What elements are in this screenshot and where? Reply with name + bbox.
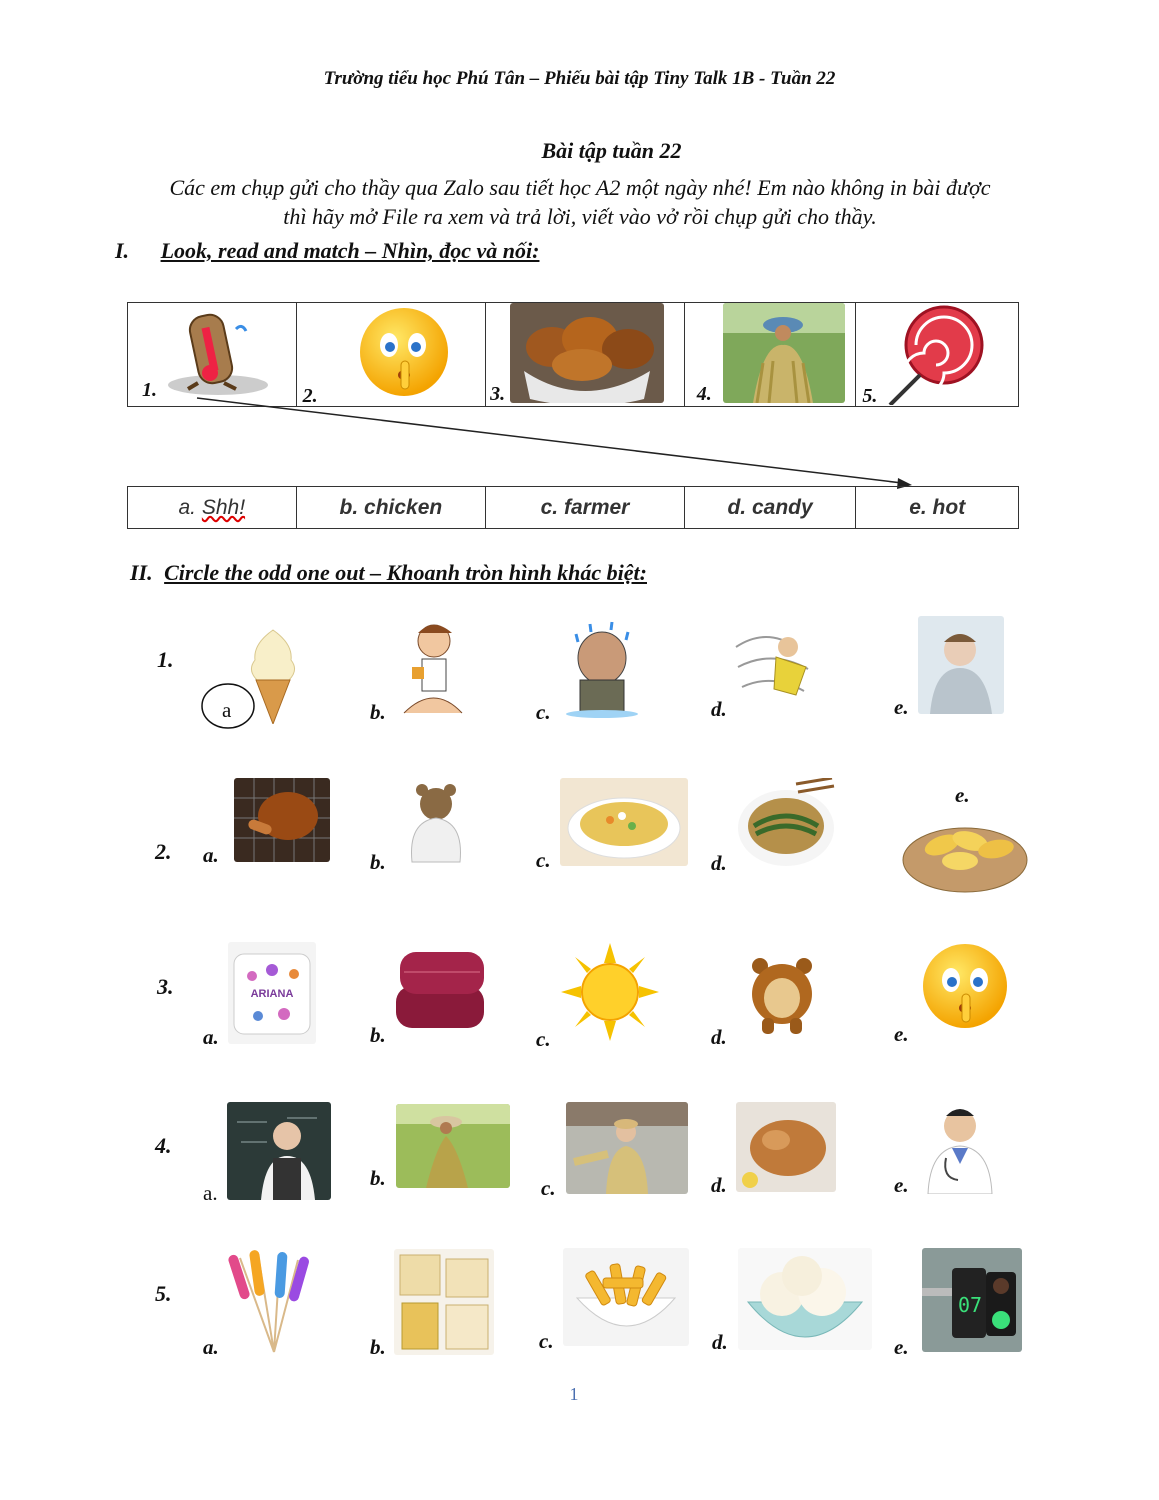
match-picture-number-3: 3. <box>490 383 506 405</box>
section-2-title: Circle the odd one out – Khoanh tròn hình khác biệt: <box>164 560 647 585</box>
match-picture-number-5: 5. <box>862 385 878 407</box>
pillow-icon <box>228 942 316 1044</box>
instruction-line-1: Các em chụp gửi cho thầy qua Zalo sau tiết học A2 một ngày nhé! Em nào không in bài được <box>169 175 991 200</box>
match-word-cell-d <box>684 487 856 529</box>
teacher-icon <box>227 1102 331 1200</box>
row-1-option-e-letter: e. <box>894 695 909 719</box>
lollipops-icon <box>228 1248 314 1354</box>
section-1-roman: I. <box>115 238 130 263</box>
match-word-b: chicken <box>364 495 443 519</box>
sun-icon <box>561 943 659 1041</box>
row-3-number: 3. <box>157 974 174 999</box>
ice-cream-cone-icon <box>250 628 296 724</box>
row-2-option-a-letter: a. <box>203 843 219 867</box>
match-word-letter-a: a. <box>178 495 197 519</box>
match-word-letter-e: e. <box>909 495 927 519</box>
match-word-e: hot <box>932 495 966 519</box>
farmer-field-icon <box>396 1104 510 1188</box>
match-word-letter-c: c. <box>540 495 559 519</box>
french-fries-icon <box>563 1248 689 1346</box>
match-picture-number-4: 4. <box>696 383 712 405</box>
page-number: 1 <box>569 1384 579 1404</box>
row-4-option-b-letter: b. <box>370 1166 386 1190</box>
chicken-leg-icon <box>234 778 330 862</box>
section-1-title: Look, read and match – Nhìn, đọc và nối: <box>160 238 540 263</box>
soup-icon <box>560 778 688 866</box>
row-3-option-b-letter: b. <box>370 1023 386 1047</box>
match-word-cell-e <box>856 487 1019 529</box>
section-2-roman: II. <box>130 560 153 585</box>
row-2-option-c-letter: c. <box>536 848 551 872</box>
row-1-option-a-letter: a <box>222 698 232 722</box>
match-word-a: Shh! <box>201 495 246 519</box>
match-word-cell-a <box>128 487 297 529</box>
doctor-icon <box>924 1102 996 1194</box>
match-word-table <box>127 486 1019 529</box>
row-5-option-a-letter: a. <box>203 1335 219 1359</box>
page-header: Trường tiểu học Phú Tân – Phiếu bài tập Tiny Talk 1B - Tuần 22 <box>323 68 836 89</box>
match-picture-number-2: 2. <box>302 385 318 407</box>
roast-chicken-icon <box>736 1102 836 1192</box>
pillow-label: ARIANA <box>250 988 294 1000</box>
windy-cold-icon <box>732 617 828 707</box>
noodles-icon <box>736 778 838 870</box>
row-1-option-b-letter: b. <box>370 700 386 724</box>
row-4-option-c-letter: c. <box>541 1176 556 1200</box>
blanket-icon <box>392 946 488 1034</box>
row-1-option-d-letter: d. <box>711 697 727 721</box>
match-word-cell-b <box>296 487 486 529</box>
row-4-number: 4. <box>155 1133 172 1158</box>
row-1-number: 1. <box>157 647 174 672</box>
match-word-cell-c <box>486 487 685 529</box>
ice-cream-bowl-icon <box>738 1248 872 1350</box>
shush-emoji-icon <box>920 940 1010 1040</box>
page-title: Bài tập tuần 22 <box>541 138 682 163</box>
section-2-heading <box>130 560 647 586</box>
police-officer-icon <box>566 1102 688 1194</box>
sweating-man-icon <box>556 614 648 718</box>
hot-boy-icon <box>390 617 474 719</box>
instruction-line-2: thì hãy mở File ra xem và trả lời, viết vào vở rồi chụp gửi cho thầy. <box>283 204 877 229</box>
row-3-option-c-letter: c. <box>536 1027 551 1051</box>
row-5-option-d-letter: d. <box>712 1330 728 1354</box>
row-4-option-e-letter: e. <box>894 1173 909 1197</box>
row-4-option-a-letter: a. <box>203 1181 218 1205</box>
instant-noodles-icon <box>394 1249 494 1355</box>
bear-toy-icon <box>746 954 818 1036</box>
row-5-option-e-letter: e. <box>894 1335 909 1359</box>
match-example-arrow <box>0 0 1159 500</box>
row-2-number: 2. <box>155 839 172 864</box>
row-3-option-e-letter: e. <box>894 1022 909 1046</box>
row-2-option-d-letter: d. <box>711 851 727 875</box>
row-2-option-e-letter: e. <box>955 783 970 807</box>
cold-man-icon <box>918 616 1004 714</box>
row-3-option-a-letter: a. <box>203 1025 219 1049</box>
row-2-option-b-letter: b. <box>370 850 386 874</box>
svg-text:07: 07 <box>958 1293 983 1317</box>
row-4-option-d-letter: d. <box>711 1173 727 1197</box>
match-picture-number-1: 1. <box>142 379 157 401</box>
traffic-light-icon <box>922 1248 1022 1352</box>
match-word-letter-d: d. <box>727 495 747 519</box>
match-word-d: candy <box>751 495 813 519</box>
row-3-option-d-letter: d. <box>711 1025 727 1049</box>
match-word-letter-b: b. <box>339 495 359 519</box>
row-5-number: 5. <box>155 1281 172 1306</box>
row-5-option-c-letter: c. <box>539 1329 554 1353</box>
teddy-bear-icon <box>398 780 480 864</box>
row-5-option-b-letter: b. <box>370 1335 386 1359</box>
banana-chips-icon <box>900 805 1030 895</box>
row-1-option-c-letter: c. <box>536 700 551 724</box>
match-word-c: farmer <box>563 495 630 519</box>
